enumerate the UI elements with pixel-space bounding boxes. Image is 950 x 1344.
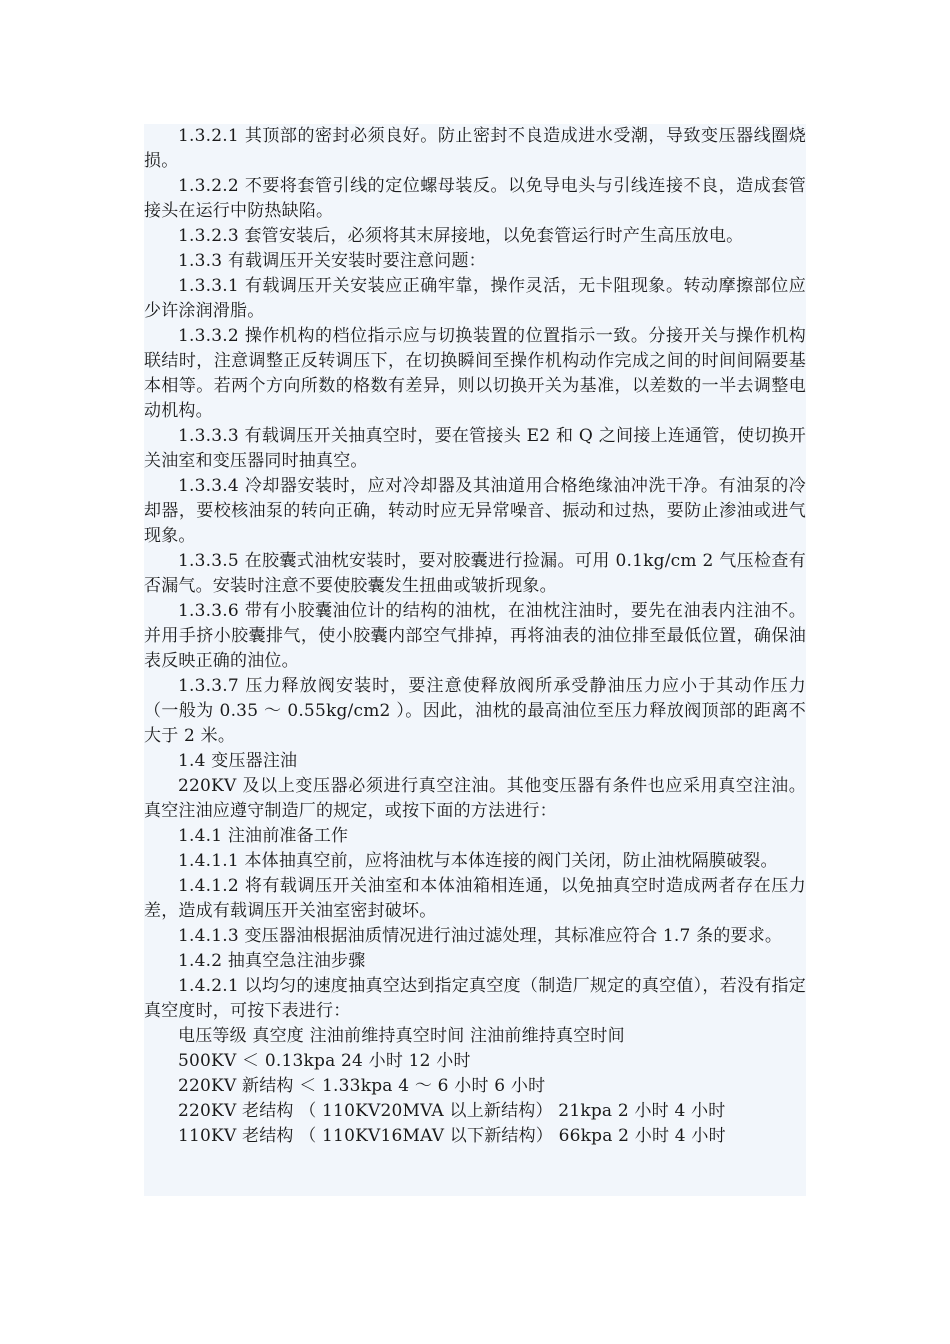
paragraph-1-4-1-2: 1.4.1.2 将有载调压开关油室和本体油箱相连通，以免抽真空时造成两者存在压力差，造成有载调压开关油室密封破坏。 xyxy=(144,876,806,921)
paragraph-1-3-3-6: 1.3.3.6 带有小胶囊油位计的结构的油枕，在油枕注油时，要先在油表内注油不。并用手挤小胶囊排气，使小胶囊内部空气排掉，再将油表的油位排至最低位置，确保油表反映正确的油位。 xyxy=(144,601,806,671)
paragraph-1-4-2-1: 1.4.2.1 以均匀的速度抽真空达到指定真空度（制造厂规定的真空值），若没有指定真空度时，可按下表进行： xyxy=(144,976,806,1021)
paragraph-1-3-3-3: 1.3.3.3 有载调压开关抽真空时，要在管接头 E2 和 Q 之间接上连通管，使切换开关油室和变压器同时抽真空。 xyxy=(144,426,806,471)
document-text-block xyxy=(144,124,806,1196)
paragraph-1-3-2-3: 1.3.2.3 套管安装后，必须将其末屏接地，以免套管运行时产生高压放电。 xyxy=(178,226,744,246)
paragraph-1-3-3-1: 1.3.3.1 有载调压开关安装应正确牢靠，操作灵活，无卡阻现象。转动摩擦部位应少许涂润滑脂。 xyxy=(144,276,806,321)
paragraph-1-3-3-4: 1.3.3.4 冷却器安装时，应对冷却器及其油道用合格绝缘油冲洗干净。有油泵的冷却器，要校核油泵的转向正确，转动时应无异常噪音、振动和过热，要防止渗油或进气现象。 xyxy=(144,476,806,546)
table-row-110kv-old: 110KV 老结构 （ 110KV16MAV 以下新结构） 66kpa 2 小时 4 小时 xyxy=(178,1126,726,1146)
paragraph-1-4-1-3: 1.4.1.3 变压器油根据油质情况进行油过滤处理，其标准应符合 1.7 条的要求。 xyxy=(178,926,783,946)
table-row-220kv-new: 220KV 新结构 ＜ 1.33kpa 4 ～ 6 小时 6 小时 xyxy=(178,1076,546,1096)
table-header-line: 电压等级 真空度 注油前维持真空时间 注油前维持真空时间 xyxy=(178,1026,625,1046)
paragraph-1-3-3-5: 1.3.3.5 在胶囊式油枕安装时，要对胶囊进行捡漏。可用 0.1kg/cm 2 气压检查有否漏气。安装时注意不要使胶囊发生扭曲或皱折现象。 xyxy=(144,551,806,596)
paragraph-vacuum-intro: 220KV 及以上变压器必须进行真空注油。其他变压器有条件也应采用真空注油。真空注油应遵守制造厂的规定，或按下面的方法进行： xyxy=(144,776,806,821)
heading-1-4-2: 1.4.2 抽真空急注油步骤 xyxy=(178,951,366,971)
paragraph-1-4-1-1: 1.4.1.1 本体抽真空前，应将油枕与本体连接的阀门关闭，防止油枕隔膜破裂。 xyxy=(178,851,778,871)
paragraph-1-3-3-7: 1.3.3.7 压力释放阀安装时，要注意使释放阀所承受静油压力应小于其动作压力（一般为 0.35 ～ 0.55kg/cm2 ）。因此，油枕的最高油位至压力释放阀顶部的距离不大于 2 米。 xyxy=(144,676,806,746)
heading-1-4: 1.4 变压器注油 xyxy=(178,751,298,771)
heading-1-3-3: 1.3.3 有载调压开关安装时要注意问题： xyxy=(178,251,486,271)
paragraph-1-3-3-2: 1.3.3.2 操作机构的档位指示应与切换装置的位置指示一致。分接开关与操作机构联结时，注意调整正反转调压下，在切换瞬间至操作机构动作完成之间的时间间隔要基本相等。若两个方向所数的格数有差异，则以切换开关为基准，以差数的一半去调整电动机构。 xyxy=(144,326,806,421)
paragraph-1-3-2-1: 1.3.2.1 其顶部的密封必须良好。防止密封不良造成进水受潮，导致变压器线圈烧损。 xyxy=(144,126,806,171)
table-row-220kv-old: 220KV 老结构 （ 110KV20MVA 以上新结构） 21kpa 2 小时 4 小时 xyxy=(178,1101,726,1121)
heading-1-4-1: 1.4.1 注油前准备工作 xyxy=(178,826,349,846)
paragraph-1-3-2-2: 1.3.2.2 不要将套管引线的定位螺母装反。以免导电头与引线连接不良，造成套管接头在运行中防热缺陷。 xyxy=(144,176,806,221)
table-row-500kv: 500KV ＜ 0.13kpa 24 小时 12 小时 xyxy=(178,1051,471,1071)
